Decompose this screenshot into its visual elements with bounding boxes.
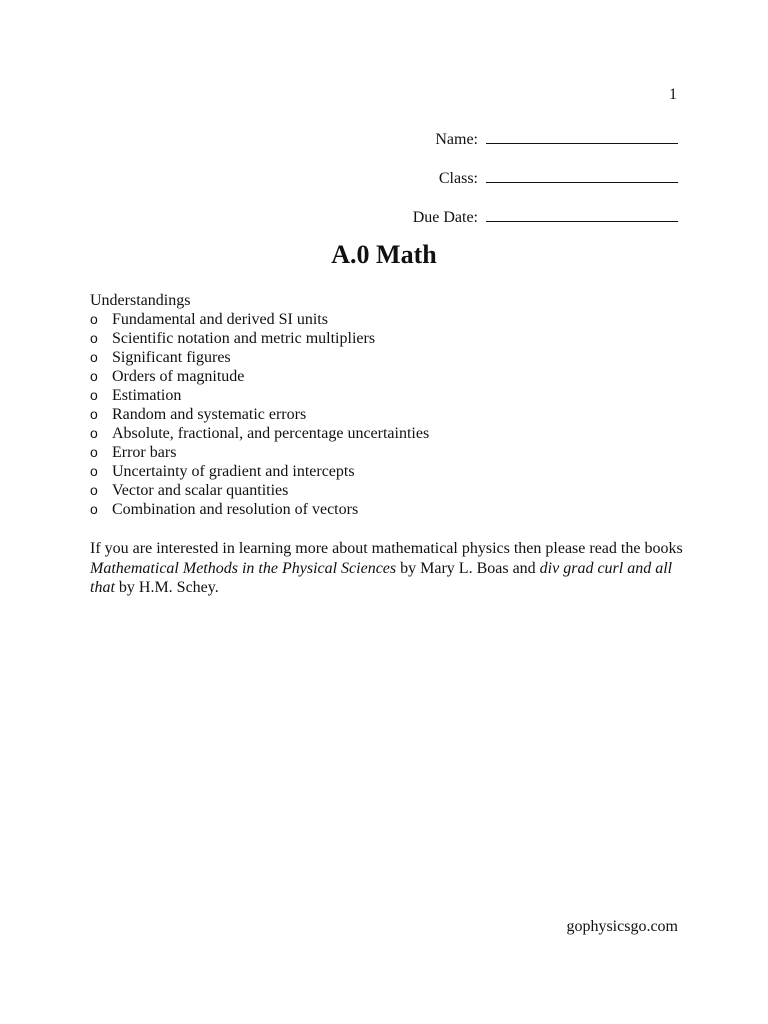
name-blank-line[interactable] — [486, 126, 678, 144]
bullet-icon: o — [90, 311, 98, 327]
due-date-field[interactable] — [413, 204, 678, 243]
footer-site-url: gophysicsgo.com — [566, 918, 678, 935]
bullet-icon: o — [90, 444, 98, 460]
list-item-text: Estimation — [112, 387, 182, 404]
understandings-heading: Understandings — [90, 292, 191, 309]
book-title-boas: Mathematical Methods in the Physical Sciences — [90, 559, 397, 577]
reading-text: If you are interested in learning more about mathematical physics then please read the books — [90, 540, 683, 557]
list-item-text: Error bars — [112, 444, 177, 461]
list-item — [90, 443, 680, 462]
list-item — [90, 386, 680, 405]
list-item — [90, 348, 680, 367]
list-item — [90, 462, 680, 481]
bullet-icon: o — [90, 349, 98, 365]
list-item-text: Combination and resolution of vectors — [112, 501, 359, 518]
name-field[interactable] — [413, 126, 678, 165]
list-item — [90, 310, 680, 329]
list-item — [90, 481, 680, 500]
list-item-text: Uncertainty of gradient and intercepts — [112, 463, 355, 480]
list-item-text: Significant figures — [112, 349, 231, 366]
bullet-icon: o — [90, 330, 98, 346]
class-label: Class: — [438, 170, 478, 187]
further-reading-paragraph — [90, 539, 690, 598]
page-title: A.0 Math — [331, 240, 437, 269]
list-item-text: Absolute, fractional, and percentage uncertainties — [112, 425, 430, 442]
bullet-icon: o — [90, 425, 98, 441]
bullet-icon: o — [90, 482, 98, 498]
list-item — [90, 500, 680, 519]
reading-text: by H.M. Schey. — [114, 579, 219, 596]
list-item — [90, 367, 680, 386]
understandings-list — [90, 310, 680, 519]
class-field[interactable] — [413, 165, 678, 204]
list-item-text: Fundamental and derived SI units — [112, 311, 328, 328]
class-blank-line[interactable] — [486, 165, 678, 183]
bullet-icon: o — [90, 368, 98, 384]
list-item-text: Orders of magnitude — [112, 368, 245, 385]
name-label: Name: — [435, 131, 478, 148]
bullet-icon: o — [90, 387, 98, 403]
list-item — [90, 329, 680, 348]
due-date-blank-line[interactable] — [486, 204, 678, 222]
book-title-schey: div grad curl and all that — [90, 559, 673, 596]
bullet-icon: o — [90, 463, 98, 479]
list-item-text: Vector and scalar quantities — [112, 482, 289, 499]
list-item-text: Random and systematic errors — [112, 406, 307, 423]
understandings-section — [90, 291, 680, 519]
bullet-icon: o — [90, 501, 98, 517]
bullet-icon: o — [90, 406, 98, 422]
student-info-fields — [413, 126, 678, 243]
reading-text: by Mary L. Boas and — [396, 559, 540, 577]
list-item — [90, 405, 680, 424]
page-number: 1 — [669, 86, 677, 103]
list-item-text: Scientific notation and metric multipliers — [112, 330, 376, 347]
due-date-label: Due Date: — [412, 209, 478, 226]
list-item — [90, 424, 680, 443]
